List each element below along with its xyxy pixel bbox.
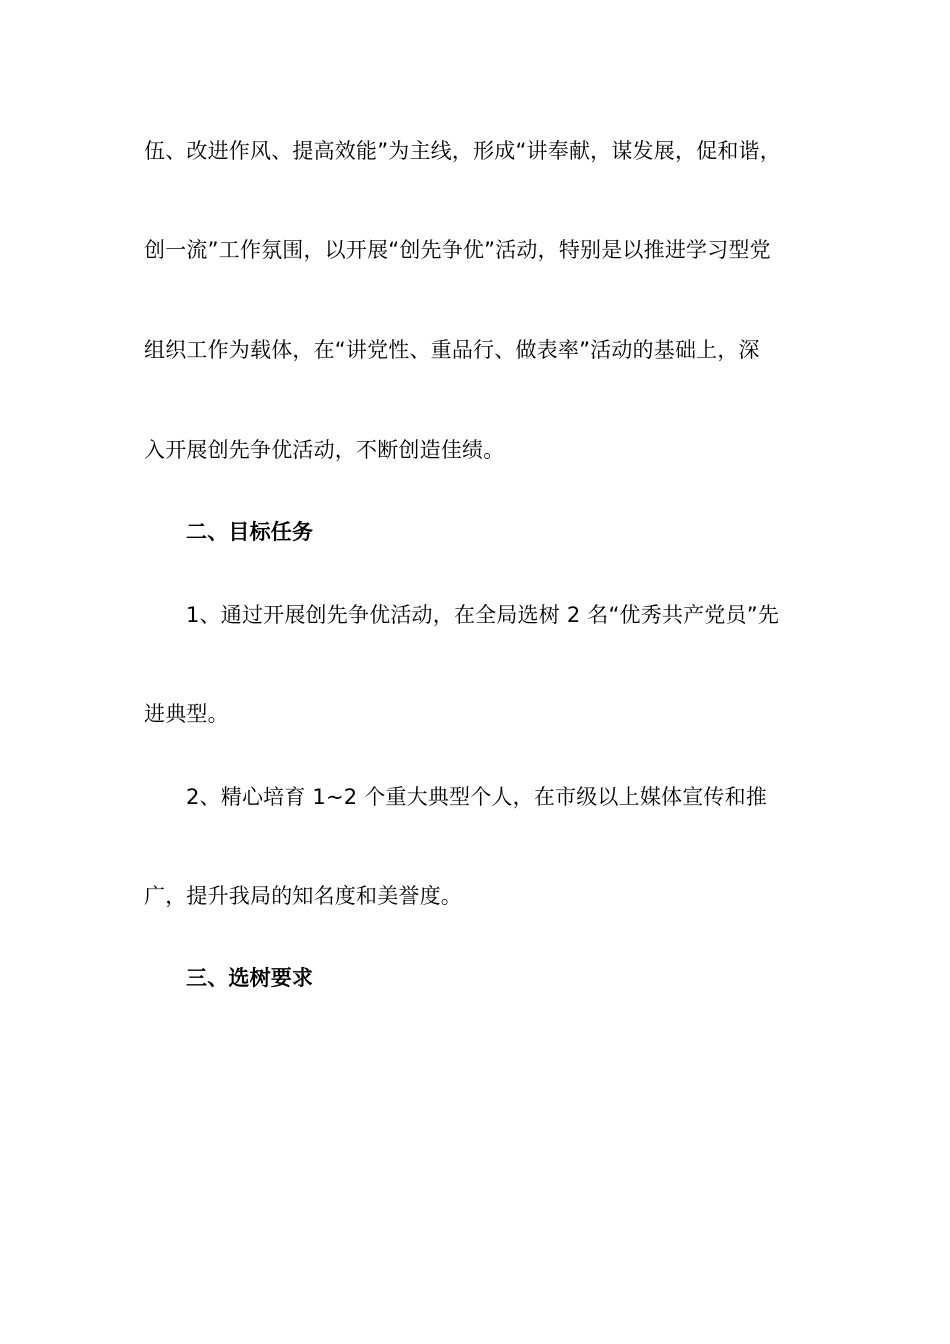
goal-item-2-line-2: 广，提升我局的知名度和美誉度。 bbox=[144, 884, 462, 908]
section-heading-requirements: 三、选树要求 bbox=[186, 966, 314, 990]
paragraph-line-4: 入开展创先争优活动，不断创造佳绩。 bbox=[144, 438, 505, 462]
paragraph-line-1: 伍、改进作风、提高效能”为主线，形成“讲奉献，谋发展，促和谐， bbox=[144, 139, 781, 163]
paragraph-line-3: 组织工作为载体，在“讲党性、重品行、做表率”活动的基础上，深 bbox=[144, 338, 760, 362]
goal-item-2-line-1: 2、精心培育 1~2 个重大典型个人，在市级以上媒体宣传和推 bbox=[186, 785, 768, 809]
goal-item-1-line-2: 进典型。 bbox=[144, 702, 229, 726]
section-heading-goals: 二、目标任务 bbox=[186, 520, 314, 544]
goal-item-1-line-1: 1、通过开展创先争优活动，在全局选树 2 名“优秀共产党员”先 bbox=[186, 603, 780, 627]
paragraph-line-2: 创一流”工作氛围，以开展“创先争优”活动，特别是以推进学习型党 bbox=[144, 238, 771, 262]
